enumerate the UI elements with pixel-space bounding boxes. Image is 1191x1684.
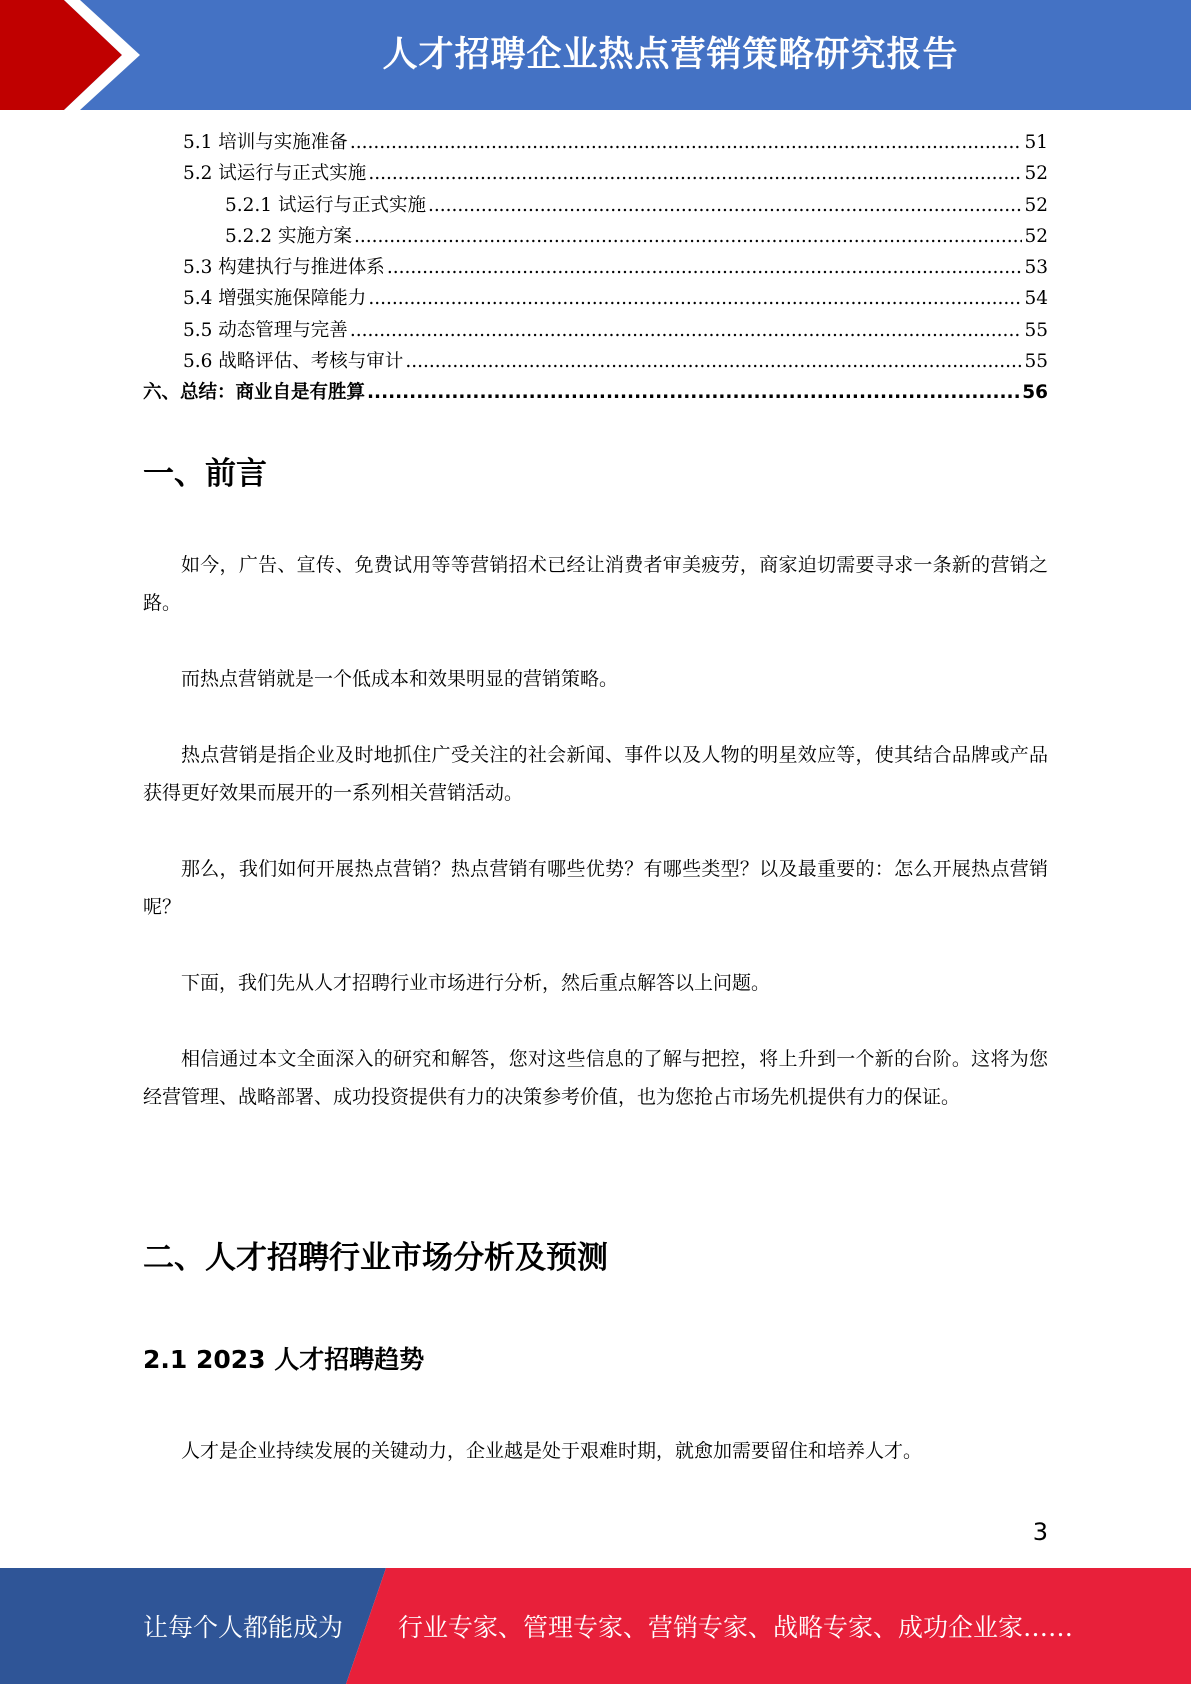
toc-entry-page: 54 [1024, 288, 1048, 310]
header-arrow-decoration [0, 0, 160, 110]
toc-entry-label: 5.2.2 实施方案 [225, 225, 352, 247]
toc-leader-dots [354, 226, 1023, 247]
table-of-contents [143, 128, 1048, 410]
toc-entry-label: 5.3 构建执行与推进体系 [183, 257, 385, 279]
toc-entry-label: 5.5 动态管理与完善 [183, 319, 348, 341]
toc-leader-dots [428, 195, 1022, 216]
toc-entry-page: 52 [1024, 194, 1048, 216]
toc-entry-label: 5.4 增强实施保障能力 [183, 288, 367, 310]
toc-entry[interactable] [143, 128, 1048, 159]
toc-entry-label: 5.2 试运行与正式实施 [183, 163, 367, 185]
toc-entry-page: 53 [1024, 257, 1048, 279]
section-heading-preface: 一、前言 [143, 456, 267, 492]
toc-entry-label: 5.6 战略评估、考核与审计 [183, 351, 404, 373]
page-footer [0, 1568, 1191, 1684]
toc-entry-label: 5.2.1 试运行与正式实施 [225, 194, 426, 216]
toc-leader-dots [368, 288, 1022, 309]
toc-leader-dots [367, 382, 1020, 403]
toc-entry-label: 六、总结：商业自是有胜算 [143, 382, 366, 404]
footer-slogan-left: 让每个人都能成为 [143, 1613, 344, 1642]
toc-entry-page: 52 [1024, 225, 1048, 247]
toc-leader-dots [350, 132, 1023, 153]
toc-leader-dots [368, 163, 1022, 184]
toc-entry-page: 55 [1024, 351, 1048, 373]
toc-entry-page: 52 [1024, 163, 1048, 185]
toc-leader-dots [350, 320, 1023, 341]
toc-leader-dots [387, 257, 1023, 278]
toc-entry[interactable] [143, 347, 1048, 378]
paragraph: 那么，我们如何开展热点营销？热点营销有哪些优势？有哪些类型？以及最重要的：怎么开展热点营销呢？ [143, 858, 1048, 918]
paragraph: 人才是企业持续发展的关键动力，企业越是处于艰难时期，就愈加需要留住和培养人才。 [181, 1440, 923, 1462]
report-title: 人才招聘企业热点营销策略研究报告 [382, 35, 959, 75]
toc-entry[interactable] [143, 159, 1048, 190]
toc-entry[interactable] [143, 191, 1048, 222]
toc-entry-page: 56 [1022, 382, 1048, 404]
toc-entry-chapter[interactable] [143, 378, 1048, 409]
section-heading-market-analysis: 二、人才招聘行业市场分析及预测 [143, 1240, 608, 1276]
toc-leader-dots [405, 351, 1022, 372]
paragraph: 而热点营销就是一个低成本和效果明显的营销策略。 [181, 668, 619, 690]
page-number: 3 [1032, 1518, 1048, 1546]
paragraph: 热点营销是指企业及时地抓住广受关注的社会新闻、事件以及人物的明星效应等，使其结合品牌或产品获得更好效果而展开的一系列相关营销活动。 [143, 744, 1048, 804]
paragraph: 如今，广告、宣传、免费试用等等营销招术已经让消费者审美疲劳，商家迫切需要寻求一条新的营销之路。 [143, 554, 1048, 614]
toc-entry-page: 55 [1024, 319, 1048, 341]
footer-slogan-right: 行业专家、管理专家、营销专家、战略专家、成功企业家…… [398, 1613, 1074, 1642]
page-header [0, 0, 1191, 110]
toc-entry-page: 51 [1024, 132, 1048, 153]
paragraph: 相信通过本文全面深入的研究和解答，您对这些信息的了解与把控，将上升到一个新的台阶。这将为您经营管理、战略部署、成功投资提供有力的决策参考价值，也为您抢占市场先机提供有力的保证。 [143, 1048, 1048, 1108]
subsection-heading: 2.1 2023 人才招聘趋势 [143, 1345, 425, 1374]
paragraph: 下面，我们先从人才招聘行业市场进行分析，然后重点解答以上问题。 [181, 972, 771, 994]
toc-entry[interactable] [143, 316, 1048, 347]
toc-entry[interactable] [143, 253, 1048, 284]
toc-entry[interactable] [143, 284, 1048, 315]
toc-entry-label: 5.1 培训与实施准备 [183, 132, 348, 153]
toc-entry[interactable] [143, 222, 1048, 253]
